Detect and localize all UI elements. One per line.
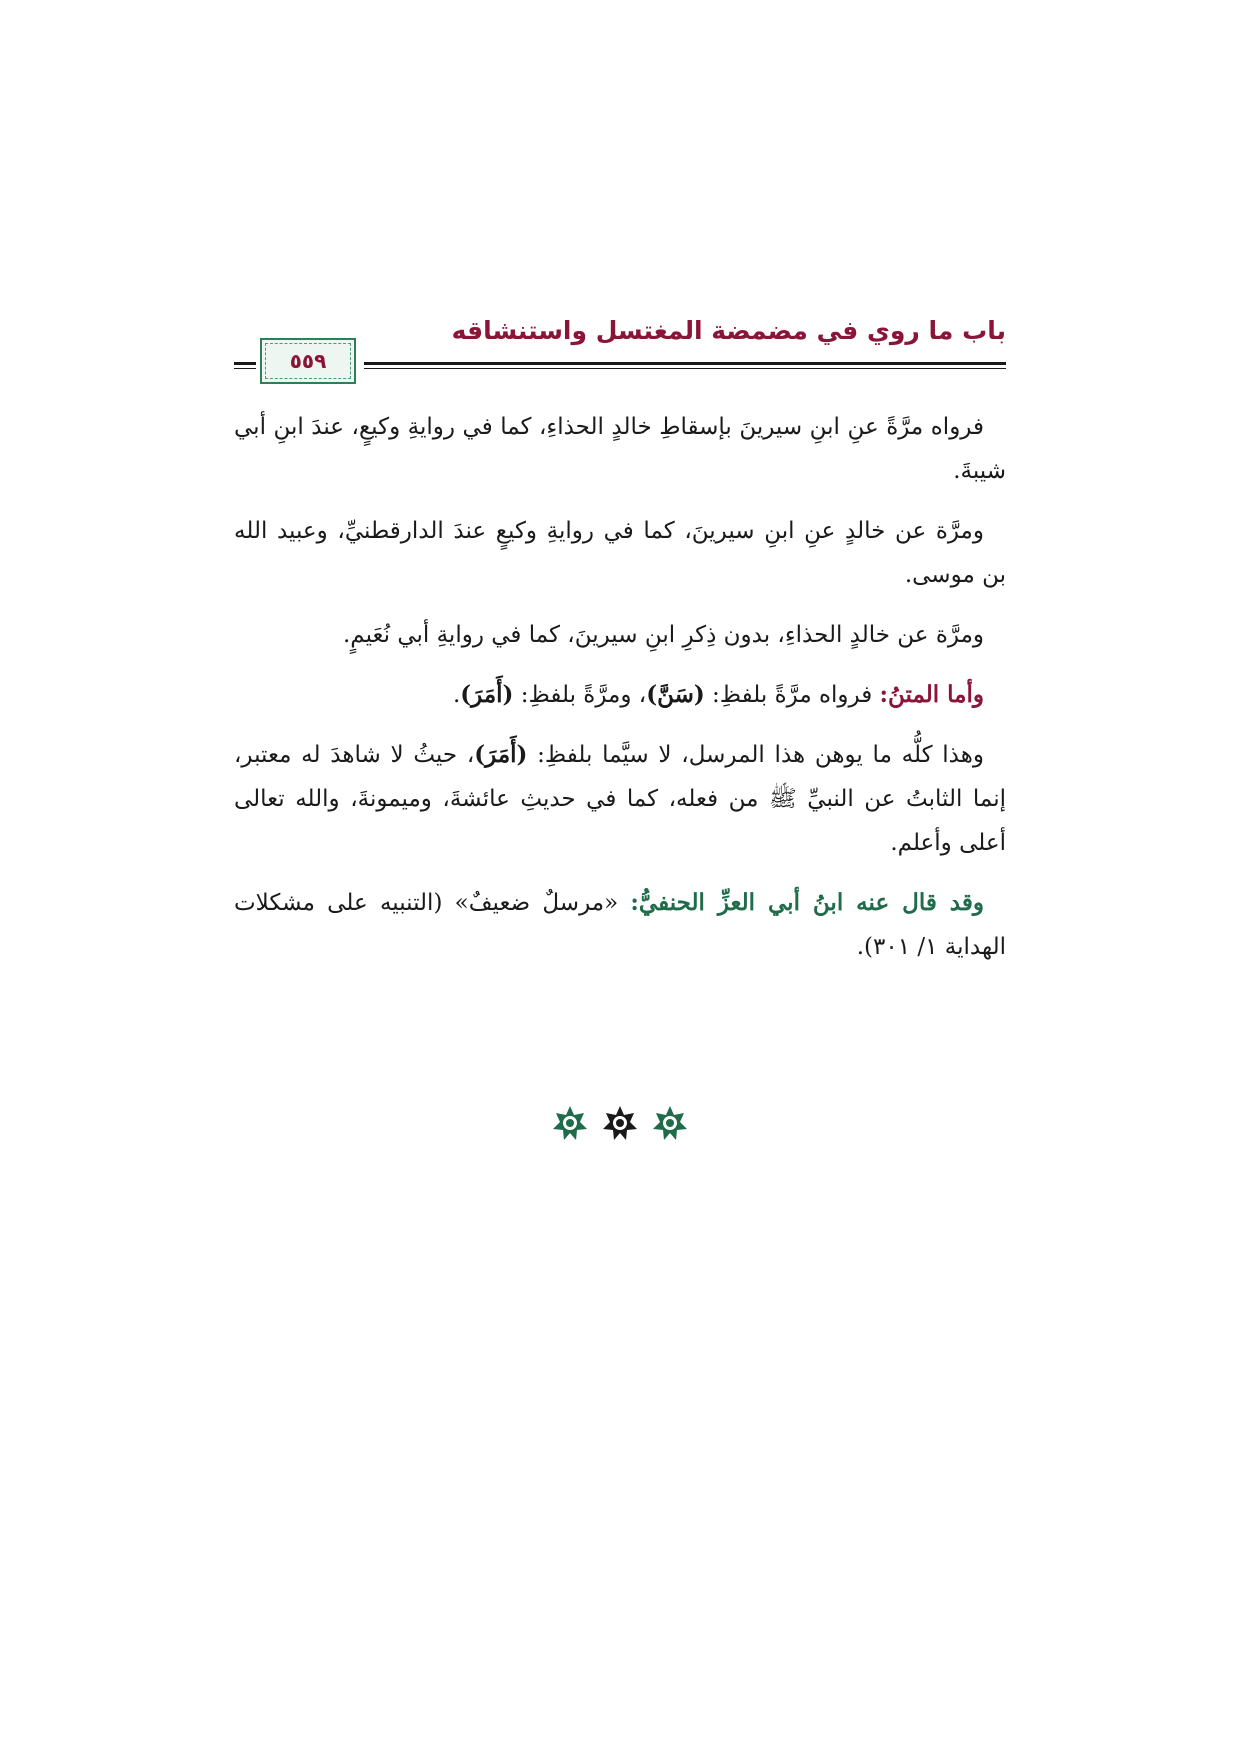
star-ornament-icon (652, 1105, 688, 1141)
page-number-badge (260, 338, 356, 384)
chapter-title: باب ما روي في مضمضة المغتسل واستنشاقه (451, 316, 1006, 345)
paragraph-lead: وأما المتنُ: (879, 681, 984, 708)
paragraph-text: فرواه مرَّةً عنِ ابنِ سيرينَ بإسقاطِ خالدٍ الحذاءِ، كما في روايةِ وكيعٍ، عندَ ابنِ أبي شيبةَ. (234, 414, 1006, 484)
paragraph-lead: وقد قال عنه ابنُ أبي العزِّ الحنفيُّ: (630, 889, 984, 916)
quoted-word: (أَمَرَ) (474, 741, 528, 768)
star-ornament-icon (602, 1105, 638, 1141)
paragraph-text: ، ومرَّةً بلفظِ: (513, 682, 647, 708)
paragraph-text: وهذا كلُّه ما يوهن هذا المرسل، لا سيَّما بلفظِ: (527, 742, 984, 768)
star-ornament-icon (552, 1105, 588, 1141)
paragraph (234, 613, 1006, 657)
header-rule (234, 362, 256, 365)
paragraph (234, 673, 1006, 717)
section-end-ornaments (0, 1105, 1240, 1141)
quoted-word: (سَنَّ) (646, 681, 705, 708)
quoted-word: (أَمَرَ) (460, 681, 514, 708)
header-rule (364, 362, 1006, 365)
paragraph-text: فرواه مرَّةً بلفظِ: (704, 682, 880, 708)
header-rule (364, 368, 1006, 369)
paragraph (234, 405, 1006, 493)
page-body (234, 405, 1006, 985)
paragraph (234, 881, 1006, 969)
paragraph-text: ومرَّة عن خالدٍ الحذاءِ، بدون ذِكرِ ابنِ سيرينَ، كما في روايةِ أبي نُعَيمٍ. (342, 622, 984, 648)
page-number: ٥٥٩ (289, 349, 327, 373)
paragraph-text: ومرَّة عن خالدٍ عنِ ابنِ سيرينَ، كما في روايةِ وكيعٍ عندَ الدارقطنيِّ، وعبيد الله بن موسى. (234, 518, 1006, 588)
paragraph (234, 509, 1006, 597)
paragraph-text: . (452, 682, 461, 708)
paragraph (234, 733, 1006, 865)
paragraph-text: «مرسلٌ ضعيفٌ» (التنبيه على مشكلات الهداية ١/ ٣٠١). (234, 890, 1006, 960)
paragraph-text: ، حيثُ لا شاهدَ له معتبر، إنما الثابتُ عن النبيِّ ﷺ من فعله، كما في حديثِ عائشةَ، وميمونةَ، والله تعالى أعلى وأعلم. (234, 742, 1006, 856)
header-rule (234, 368, 256, 369)
page-header (234, 310, 1006, 390)
